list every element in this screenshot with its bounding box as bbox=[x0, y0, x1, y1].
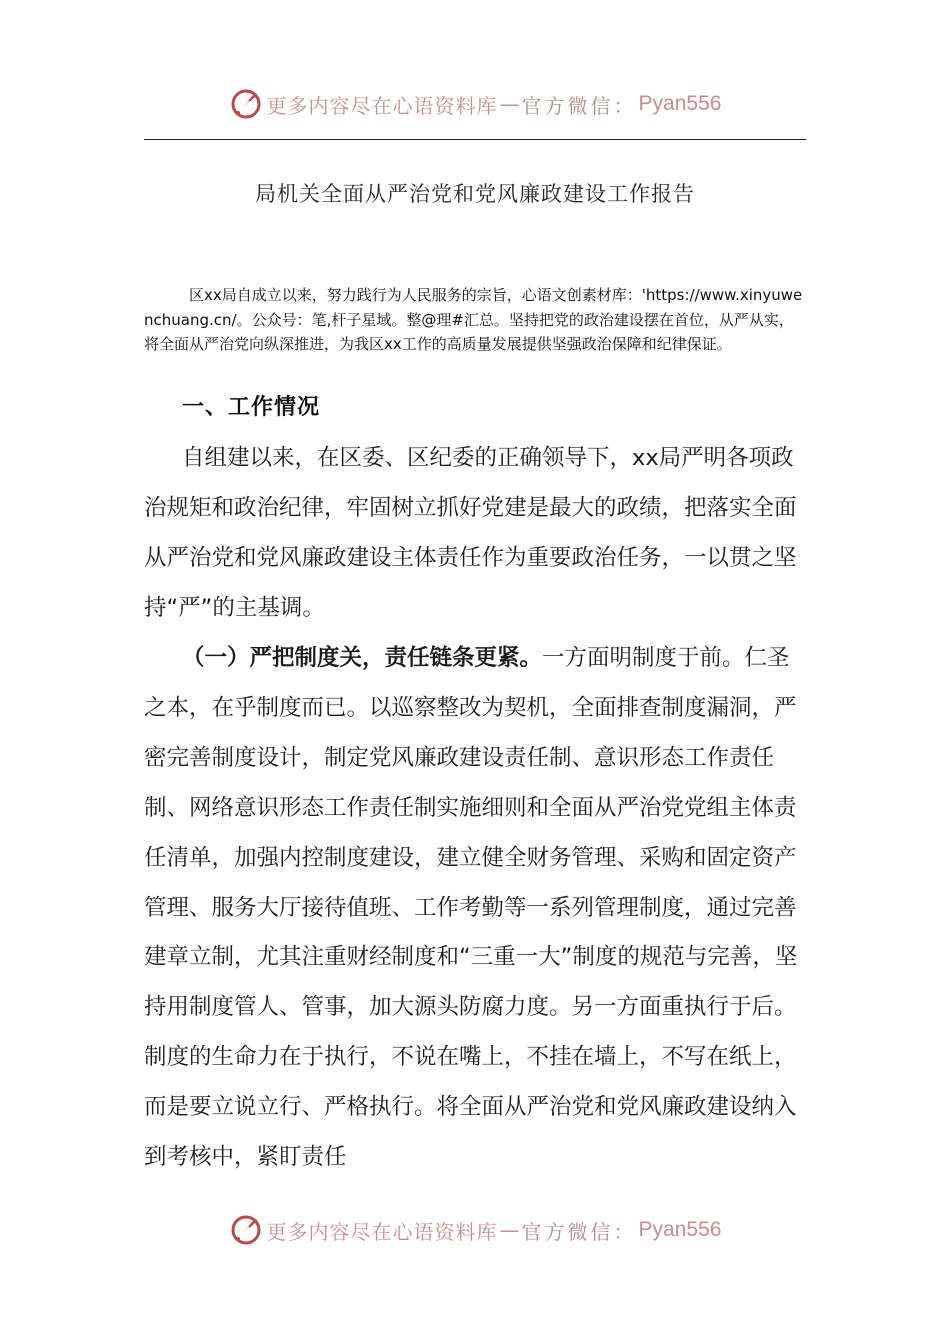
quill-logo-icon bbox=[229, 87, 263, 121]
watermark-text: 更多内容尽在心语资料库 bbox=[266, 1219, 498, 1244]
body-paragraph-2 bbox=[144, 634, 808, 1183]
quill-logo-icon bbox=[229, 1213, 263, 1247]
intro-paragraph: 区xx局自成立以来，努力践行为人民服务的宗旨，心语文创素材库：'https://www.xinyuwenchuang.cn/。公众号：笔,杆子星域。整@理#汇总。坚持把党的政治建设摆在首位，从严从实，将全面从严治党向纵深推进，为我区xx工作的高质量发展提供坚强政治保障和纪律保证。 bbox=[144, 286, 803, 353]
paragraph-2-body: 一方面明制度于前。仁圣之本，在乎制度而已。以巡察整改为契机，全面排查制度漏洞，严密完善制度设计，制定党风廉政建设责任制、意识形态工作责任制、网络意识形态工作责任制实施细则和全面从严治党党组主体责任清单，加强内控制度建设，建立健全财务管理、采购和固定资产管理、服务大厅接待值班、工作考勤等一系列管理制度，通过完善建章立制，尤其注重财经制度和“三重一大”制度的规范与完善，坚持用制度管人、管事，加大源头防腐力度。另一方面重执行于后。制度的生命力在于执行，不说在嘴上，不挂在墙上，不写在纸上，而是要立说立行、严格执行。将全面从严治党和党风廉政建设纳入到考核中，紧盯责任 bbox=[144, 645, 798, 1171]
watermark-wechat-label: 官方微信： bbox=[521, 1219, 637, 1244]
header-divider bbox=[144, 139, 806, 140]
document-title: 局机关全面从严治党和党风廉政建设工作报告 bbox=[255, 182, 695, 206]
paragraph-2-lead-heading: （一）严把制度关，责任链条更紧。 bbox=[182, 645, 543, 671]
watermark-wechat-label: 官方微信： bbox=[521, 93, 637, 118]
footer-watermark-banner bbox=[0, 1210, 950, 1250]
watermark-text: 更多内容尽在心语资料库 bbox=[266, 93, 498, 118]
body-paragraph-1: 自组建以来，在区委、区纪委的正确领导下，xx局严明各项政治规矩和政治纪律，牢固树立抓好党建是最大的政绩，把落实全面从严治党和党风廉政建设主体责任作为重要政治任务，一以贯之坚持“严”的主基调。 bbox=[144, 445, 797, 621]
section-heading-work-status: 一、工作情况 bbox=[182, 395, 321, 420]
watermark-separator: — bbox=[499, 1218, 520, 1242]
watermark-wechat-id: Pyan556 bbox=[638, 92, 722, 115]
header-watermark-banner bbox=[0, 84, 950, 124]
watermark-wechat-id: Pyan556 bbox=[638, 1218, 722, 1241]
watermark-separator: — bbox=[499, 92, 520, 116]
